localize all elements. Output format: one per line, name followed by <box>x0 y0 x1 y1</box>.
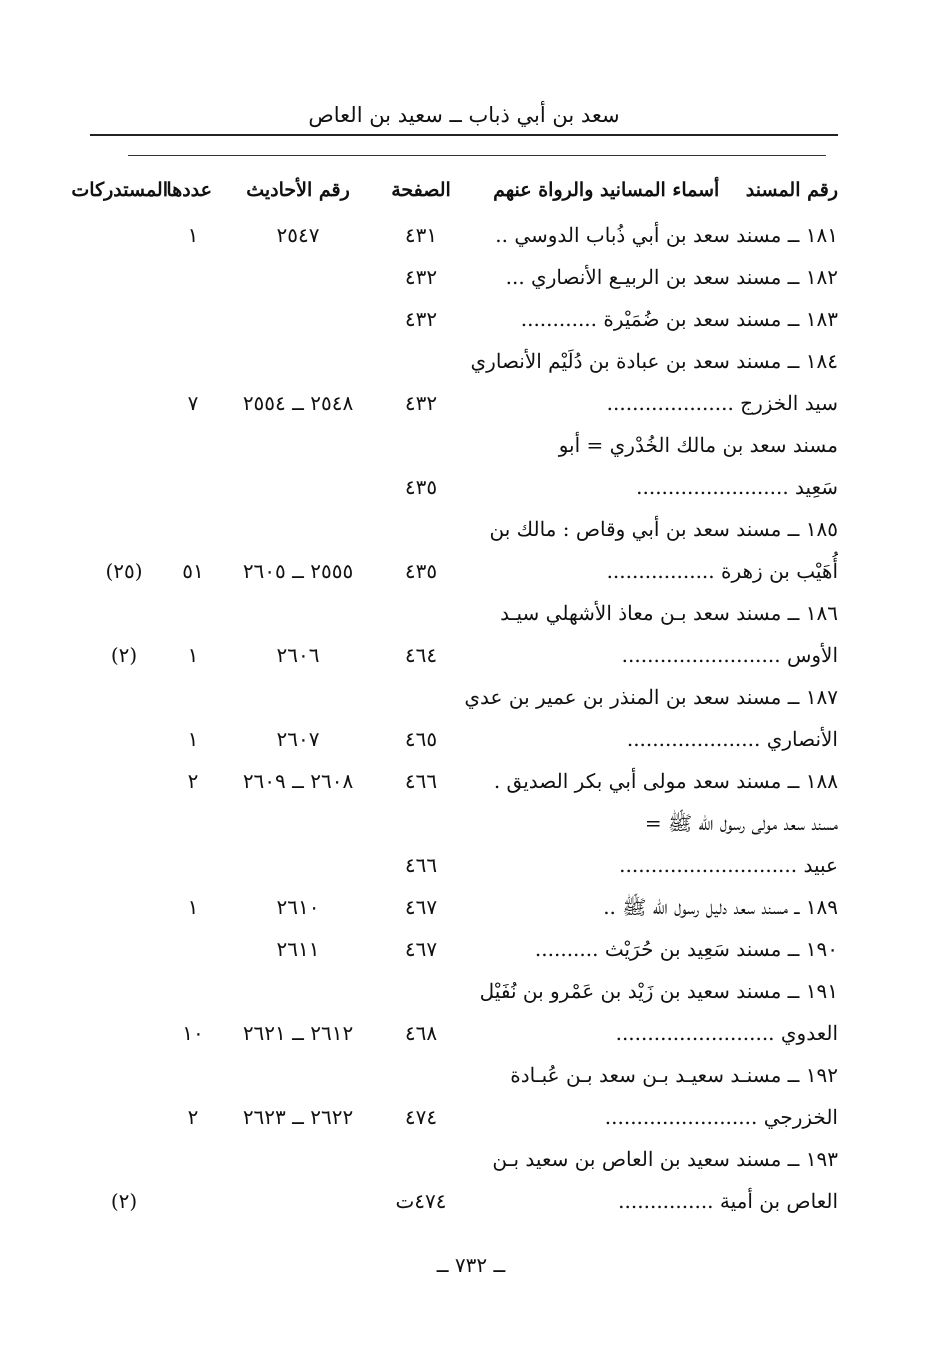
row-name: مسند سعد مولى رسول الله ﷺ = <box>644 811 838 835</box>
row-name: ١٨٧ ــ مسند سعد بن المنذر بن عمير بن عدي <box>464 685 838 709</box>
row-mustadrakat: (٢) <box>110 643 138 667</box>
row-name: ١٨٣ ــ مسند سعد بن ضُمَيْرة ............ <box>520 307 838 331</box>
header-count: عددها <box>166 179 212 201</box>
row-name: ١٨٥ ــ مسند سعد بن أبي وقاص : مالك بن <box>489 517 838 541</box>
row-page: ٤٦٧ <box>404 895 438 919</box>
row-name: ١٨٢ ــ مسند سعد بن الربيـع الأنصاري ... <box>505 265 838 289</box>
row-mustadrakat: (٢) <box>110 1189 138 1213</box>
table-row <box>80 1180 850 1222</box>
row-count <box>174 298 212 340</box>
row-hadith-numbers <box>216 256 380 298</box>
row-page: ٤٦٧ <box>404 937 438 961</box>
row-hadith-numbers <box>216 466 380 508</box>
row-count <box>174 592 212 634</box>
table-row <box>80 1096 850 1138</box>
row-count <box>174 340 212 382</box>
table-row <box>80 298 850 340</box>
row-mustadrakat <box>80 844 168 886</box>
row-mustadrakat <box>80 256 168 298</box>
row-page: ٤٣٢ <box>404 307 438 331</box>
row-count <box>174 424 212 466</box>
table-row <box>80 1012 850 1054</box>
table-top-rule <box>128 155 826 156</box>
row-count: ١ <box>187 727 199 751</box>
row-name: سيد الخزرج .................... <box>606 391 838 415</box>
row-name: ١٩٢ ــ مسنـد سعيـد بـن سعد بـن عُبـادة <box>510 1063 838 1087</box>
row-page <box>390 424 452 466</box>
row-page: ٤٧٤ت <box>395 1189 447 1213</box>
row-mustadrakat <box>80 718 168 760</box>
row-hadith-numbers <box>216 298 380 340</box>
table-row <box>80 802 850 844</box>
row-page: ٤٣٢ <box>404 265 438 289</box>
row-name: ١٩٠ ــ مسند سَعِيد بن حُرَيْث .......... <box>534 937 838 961</box>
table-row <box>80 550 850 592</box>
row-name: الأنصاري ..................... <box>626 727 838 751</box>
row-mustadrakat <box>80 466 168 508</box>
row-page: ٤٦٥ <box>404 727 438 751</box>
header-name <box>460 168 838 212</box>
table-header-row <box>71 168 850 212</box>
row-mustadrakat <box>80 1012 168 1054</box>
row-name: ١٩١ ــ مسند سعيد بن زَيْد بن عَمْرو بن نُفَيْل <box>479 979 838 1003</box>
table-row <box>80 508 850 550</box>
row-count: ٧ <box>187 391 199 415</box>
table-row <box>80 634 850 676</box>
row-name: سَعِيد ........................ <box>636 475 838 499</box>
row-count: ٥١ <box>182 559 204 583</box>
row-count: ١ <box>187 643 199 667</box>
row-mustadrakat <box>80 508 168 550</box>
row-hadith-numbers <box>216 802 380 844</box>
table-row <box>80 466 850 508</box>
row-count: ١ <box>187 223 199 247</box>
row-count <box>174 508 212 550</box>
row-hadith-numbers <box>216 1054 380 1096</box>
row-page: ٤٣٥ <box>404 559 438 583</box>
table-row <box>80 970 850 1012</box>
row-page <box>390 508 452 550</box>
row-name: ١٨٩ ــ مسند سعد دليل رسول الله ﷺ .. <box>603 895 838 919</box>
table-row <box>80 214 850 256</box>
row-mustadrakat <box>80 1138 168 1180</box>
table-row <box>80 886 850 928</box>
row-hadith-numbers: ٢٦١١ <box>276 937 320 961</box>
row-page: ٤٦٨ <box>404 1021 438 1045</box>
row-hadith-numbers <box>216 424 380 466</box>
row-page <box>390 1138 452 1180</box>
row-name: العدوي ......................... <box>615 1021 838 1045</box>
table-row <box>80 844 850 886</box>
table-row <box>80 382 850 424</box>
header-hadith-numbers: رقم الأحاديث <box>246 179 350 201</box>
row-hadith-numbers <box>216 676 380 718</box>
row-mustadrakat <box>80 340 168 382</box>
row-page <box>390 970 452 1012</box>
row-hadith-numbers: ٢٦٠٧ <box>276 727 320 751</box>
row-hadith-numbers <box>216 340 380 382</box>
row-count <box>174 802 212 844</box>
row-hadith-numbers: ٢٥٤٨ ــ ٢٥٥٤ <box>242 391 354 415</box>
row-hadith-numbers <box>216 592 380 634</box>
row-name: الأوس ......................... <box>621 643 838 667</box>
page-number: ــ ٧٣٢ ــ <box>436 1253 506 1277</box>
row-hadith-numbers: ٢٦٢٢ ــ ٢٦٢٣ <box>242 1105 354 1129</box>
table-body <box>80 214 850 1222</box>
row-mustadrakat <box>80 1096 168 1138</box>
row-page: ٤٦٤ <box>404 643 438 667</box>
row-page: ٤٦٦ <box>404 853 438 877</box>
table-row <box>80 928 850 970</box>
row-mustadrakat <box>80 676 168 718</box>
row-hadith-numbers <box>216 508 380 550</box>
row-count: ١ <box>187 895 199 919</box>
table-row <box>80 1054 850 1096</box>
row-hadith-numbers <box>216 970 380 1012</box>
row-mustadrakat <box>80 886 168 928</box>
row-name: مسند سعد بن مالك الخُدْري = أبو <box>558 433 838 457</box>
row-count <box>174 466 212 508</box>
table-row <box>80 1138 850 1180</box>
row-hadith-numbers: ٢٥٥٥ ــ ٢٦٠٥ <box>242 559 354 583</box>
row-name: ١٨٦ ــ مسند سعد بـن معاذ الأشهلي سيـد <box>500 601 838 625</box>
row-count <box>174 844 212 886</box>
header-page: الصفحة <box>391 179 451 201</box>
row-page: ٤٣٥ <box>404 475 438 499</box>
row-mustadrakat <box>80 802 168 844</box>
table-row <box>80 340 850 382</box>
table-row <box>80 676 850 718</box>
row-count <box>174 928 212 970</box>
row-page <box>390 676 452 718</box>
row-hadith-numbers <box>216 844 380 886</box>
table-row <box>80 256 850 298</box>
row-mustadrakat: (٢٥) <box>105 559 143 583</box>
row-count <box>174 1180 212 1222</box>
row-page <box>390 1054 452 1096</box>
table-row <box>80 424 850 466</box>
row-count: ١٠ <box>182 1021 204 1045</box>
row-mustadrakat <box>80 928 168 970</box>
row-mustadrakat <box>80 424 168 466</box>
row-mustadrakat <box>80 760 168 802</box>
row-page <box>390 802 452 844</box>
table-row <box>80 760 850 802</box>
row-page: ٤٣٢ <box>404 391 438 415</box>
row-mustadrakat <box>80 970 168 1012</box>
row-count <box>174 970 212 1012</box>
row-hadith-numbers: ٢٦٠٦ <box>276 643 320 667</box>
header-rule <box>90 134 838 136</box>
row-count: ٢ <box>187 769 199 793</box>
row-count <box>174 1054 212 1096</box>
table-row <box>80 592 850 634</box>
row-count: ٢ <box>187 1105 199 1129</box>
row-name: ١٨٨ ــ مسند سعد مولى أبي بكر الصديق . <box>493 769 838 793</box>
row-hadith-numbers: ٢٦١٠ <box>276 895 320 919</box>
row-hadith-numbers: ٢٦٠٨ ــ ٢٦٠٩ <box>242 769 354 793</box>
row-page: ٤٧٤ <box>404 1105 438 1129</box>
row-mustadrakat <box>80 382 168 424</box>
row-count <box>174 676 212 718</box>
header-names: أسماء المسانيد والرواة عنهم <box>493 179 720 201</box>
index-table <box>71 168 850 1222</box>
row-page <box>390 592 452 634</box>
row-hadith-numbers <box>216 1138 380 1180</box>
row-page <box>390 340 452 382</box>
row-count <box>174 256 212 298</box>
row-mustadrakat <box>80 298 168 340</box>
row-name: الخزرجي ........................ <box>604 1105 838 1129</box>
row-hadith-numbers: ٢٦١٢ ــ ٢٦٢١ <box>242 1021 354 1045</box>
running-header: سعد بن أبي ذباب ــ سعيد بن العاص <box>308 103 620 127</box>
table-row <box>80 718 850 760</box>
row-hadith-numbers <box>216 1180 380 1222</box>
row-page: ٤٣١ <box>404 223 438 247</box>
row-name: أُهَيْب بن زهرة ................. <box>606 559 838 583</box>
row-name: ١٩٣ ــ مسند سعيد بن العاص بن سعيد بـن <box>492 1147 838 1171</box>
row-name: العاص بن أمية ............... <box>618 1189 838 1213</box>
row-count <box>174 1138 212 1180</box>
row-mustadrakat <box>80 214 168 256</box>
row-name: عبيد ............................ <box>619 853 838 877</box>
row-name: ١٨٤ ــ مسند سعد بن عبادة بن دُلَيْم الأنصاري <box>470 349 838 373</box>
header-number: رقم المسند <box>745 179 838 201</box>
header-mustadrakat: المستدركات <box>71 179 168 201</box>
row-hadith-numbers: ٢٥٤٧ <box>276 223 320 247</box>
row-page: ٤٦٦ <box>404 769 438 793</box>
row-name: ١٨١ ــ مسند سعد بن أبي ذُباب الدوسي .. <box>495 223 838 247</box>
row-mustadrakat <box>80 1054 168 1096</box>
row-mustadrakat <box>80 592 168 634</box>
